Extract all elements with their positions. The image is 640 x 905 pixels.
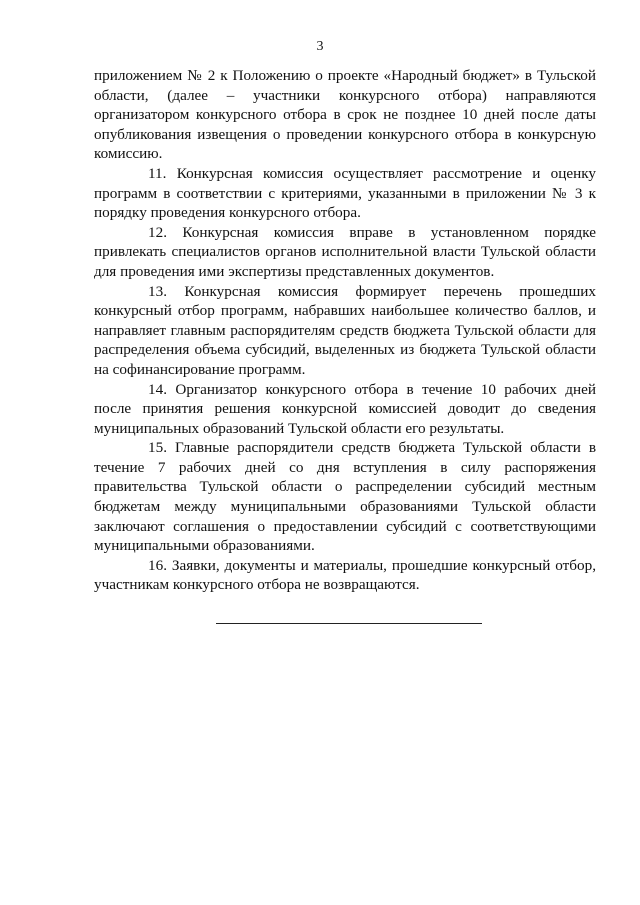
- document-body: [94, 66, 596, 595]
- paragraph-11: 11. Конкурсная комиссия осуществляет рассмотрение и оценку программ в соответствии с критериями, указанными в приложении № 3 к порядку проведения конкурсного отбора.: [94, 164, 596, 222]
- paragraph-12: 12. Конкурсная комиссия вправе в установленном порядке привлекать специалистов органов исполнительной власти Тульской области для проведения ими экспертизы представленных документов.: [94, 223, 596, 280]
- page-number: 3: [316, 39, 324, 54]
- paragraph-15: 15. Главные распорядители средств бюджета Тульской области в течение 7 рабочих дней со дня вступления в силу распоряжения правительства Тульской области о распределении субсидий местным бюджетам между муниципальными образованиями Тульской области заключают соглашения о предоставлении субсидий с соответствующими муниципальными образованиями.: [94, 439, 596, 555]
- paragraph-13: 13. Конкурсная комиссия формирует перечень прошедших конкурсный отбор программ, набравших наибольшее количество баллов, и направляет главным распорядителям средств бюджета Тульской области для распределения объема субсидий, выделенных из бюджета Тульской области на софинансирование программ.: [94, 282, 596, 378]
- paragraph-14: 14. Организатор конкурсного отбора в течение 10 рабочих дней после принятия решения конкурсной комиссией доводит до сведения муниципальных образований Тульской области его результаты.: [94, 380, 596, 437]
- paragraph-16: 16. Заявки, документы и материалы, прошедшие конкурсный отбор, участникам конкурсного отбора не возвращаются.: [94, 556, 596, 594]
- paragraph-continuation: приложением № 2 к Положению о проекте «Народный бюджет» в Тульской области, (далее – участники конкурсного отбора) направляются организатором конкурсного отбора в срок не позднее 10 дней после даты опубликования извещения о проведении конкурсного отбора в конкурсную комиссию.: [94, 67, 596, 163]
- end-of-document-rule: [216, 623, 482, 624]
